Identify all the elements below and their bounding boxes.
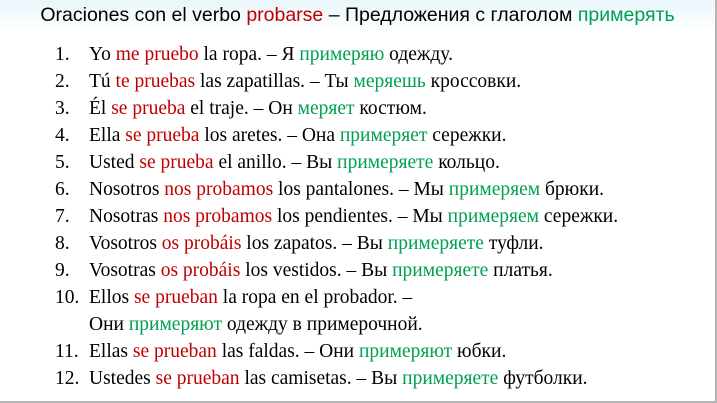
spanish-verb: se prueba — [111, 98, 186, 119]
spanish-verb: os probáis — [161, 233, 242, 254]
russian-rest: одежду. — [384, 44, 453, 65]
title-verb-es: probarse — [246, 4, 324, 26]
russian-verb: примеряете — [387, 233, 484, 254]
russian-rest: костюм. — [354, 98, 427, 119]
item-number: 9. — [55, 260, 70, 281]
russian-verb: примеряют — [359, 341, 453, 362]
spanish-rest: la ropa en el probador. – — [217, 287, 413, 308]
subject: Yo — [89, 44, 116, 65]
spanish-verb: te pruebas — [115, 71, 196, 92]
item-number: 12. — [55, 368, 80, 389]
spanish-verb: nos probamos — [164, 179, 274, 200]
subject: Vosotras — [89, 260, 161, 281]
subject: Vosotros — [89, 233, 162, 254]
sentence-item — [55, 203, 618, 230]
sentence-item — [55, 230, 618, 257]
subject: Nosotras — [89, 206, 164, 227]
spanish-verb: se prueban — [132, 341, 217, 362]
item-number: 7. — [55, 206, 70, 227]
russian-rest: футболки. — [498, 368, 588, 389]
sentence-item — [55, 68, 618, 95]
title-text-es: Oraciones con el verbo — [40, 4, 247, 26]
item-number: 11. — [55, 341, 79, 362]
subject: Ellas — [89, 341, 133, 362]
slide-title — [0, 3, 715, 27]
russian-verb: меряешь — [353, 71, 426, 92]
russian-rest: юбки. — [452, 341, 507, 362]
russian-verb: примеряют — [128, 314, 223, 335]
spanish-verb: se prueban — [133, 287, 218, 308]
subject: Ella — [89, 125, 126, 146]
title-verb-ru: примерять — [577, 4, 675, 26]
item-number: 2. — [55, 71, 70, 92]
subject: Tú — [89, 71, 116, 92]
sentence-item — [55, 176, 618, 203]
russian-subject: Они — [89, 314, 129, 335]
russian-verb: меряет — [297, 98, 355, 119]
spanish-rest: las zapatillas. – Ты — [195, 71, 354, 92]
sentence-item — [55, 365, 618, 392]
russian-verb: примеряем — [447, 206, 540, 227]
title-text-ru: – Предложения с глаголом — [323, 4, 578, 26]
spanish-rest: el traje. – Он — [185, 98, 298, 119]
russian-rest: кроссовки. — [425, 71, 522, 92]
spanish-rest: los aretes. – Она — [199, 125, 340, 146]
russian-verb: примеряете — [337, 152, 434, 173]
subject: Ustedes — [89, 368, 156, 389]
item-number: 6. — [55, 179, 70, 200]
sentence-item — [55, 149, 618, 176]
sentence-item — [55, 122, 618, 149]
spanish-rest: las faldas. – Они — [216, 341, 359, 362]
sentence-item — [55, 284, 618, 338]
title-bar — [0, 0, 715, 31]
spanish-rest: los pantalones. – Мы — [273, 179, 449, 200]
spanish-verb: se prueba — [125, 125, 200, 146]
spanish-rest: los zapatos. – Вы — [241, 233, 388, 254]
item-number: 1. — [55, 44, 70, 65]
spanish-verb: os probáis — [160, 260, 241, 281]
item-number: 3. — [55, 98, 70, 119]
item-number: 4. — [55, 125, 70, 146]
subject: Ellos — [89, 287, 134, 308]
russian-verb: примеряет — [339, 125, 428, 146]
russian-rest: сережки. — [539, 206, 619, 227]
russian-rest: туфли. — [483, 233, 544, 254]
subject: Nosotros — [89, 179, 165, 200]
spanish-rest: las camisetas. – Вы — [239, 368, 403, 389]
spanish-rest: la ropa. – Я — [198, 44, 300, 65]
sentence-item — [55, 41, 618, 68]
russian-rest: брюки. — [540, 179, 605, 200]
sentence-item — [55, 338, 618, 365]
russian-rest: платья. — [488, 260, 553, 281]
item-number: 5. — [55, 152, 70, 173]
spanish-verb: me pruebo — [115, 44, 199, 65]
russian-rest: сережки. — [427, 125, 507, 146]
subject: Usted — [89, 152, 140, 173]
russian-verb: примеряете — [392, 260, 489, 281]
sentence-item — [55, 95, 618, 122]
spanish-rest: el anillo. – Вы — [213, 152, 338, 173]
spanish-verb: se prueba — [139, 152, 214, 173]
spanish-rest: los vestidos. – Вы — [240, 260, 393, 281]
spanish-verb: se prueban — [155, 368, 240, 389]
sentence-item — [55, 257, 618, 284]
russian-verb: примеряете — [402, 368, 499, 389]
item-number: 8. — [55, 233, 70, 254]
russian-rest: кольцо. — [433, 152, 500, 173]
russian-verb: примеряем — [448, 179, 541, 200]
spanish-rest: los pendientes. – Мы — [272, 206, 448, 227]
spanish-verb: nos probamos — [163, 206, 273, 227]
russian-verb: примеряю — [299, 44, 385, 65]
sentence-second-line — [89, 311, 618, 338]
subject: Él — [89, 98, 112, 119]
russian-rest: одежду в примерочной. — [222, 314, 423, 335]
sentence-list — [55, 41, 618, 392]
item-number: 10. — [55, 287, 80, 308]
